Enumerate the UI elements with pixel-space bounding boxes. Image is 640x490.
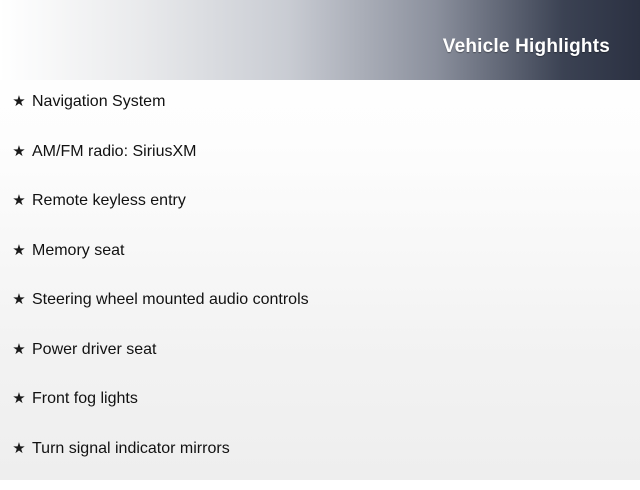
feature-label: Front fog lights: [28, 391, 138, 407]
star-icon: ★: [10, 94, 28, 109]
star-icon: ★: [10, 441, 28, 456]
feature-label: Power driver seat: [28, 342, 157, 358]
list-item: [0, 193, 640, 243]
list-item: [0, 292, 640, 342]
feature-label: Steering wheel mounted audio controls: [28, 292, 309, 308]
star-icon: ★: [10, 144, 28, 159]
star-icon: ★: [10, 292, 28, 307]
features-section: [0, 80, 640, 490]
list-item: [0, 342, 640, 392]
list-item: [0, 144, 640, 194]
feature-label: Navigation System: [28, 94, 165, 110]
list-item: [0, 94, 640, 144]
star-icon: ★: [10, 243, 28, 258]
feature-label: AM/FM radio: SiriusXM: [28, 144, 196, 160]
feature-label: Remote keyless entry: [28, 193, 186, 209]
feature-list: [0, 94, 640, 490]
feature-label: Turn signal indicator mirrors: [28, 441, 230, 457]
star-icon: ★: [10, 391, 28, 406]
slide-header: [0, 0, 640, 80]
list-item: [0, 243, 640, 293]
star-icon: ★: [10, 193, 28, 208]
list-item: [0, 441, 640, 490]
star-icon: ★: [10, 342, 28, 357]
feature-label: Memory seat: [28, 243, 124, 259]
list-item: [0, 391, 640, 441]
page-title: Vehicle Highlights: [443, 22, 640, 58]
